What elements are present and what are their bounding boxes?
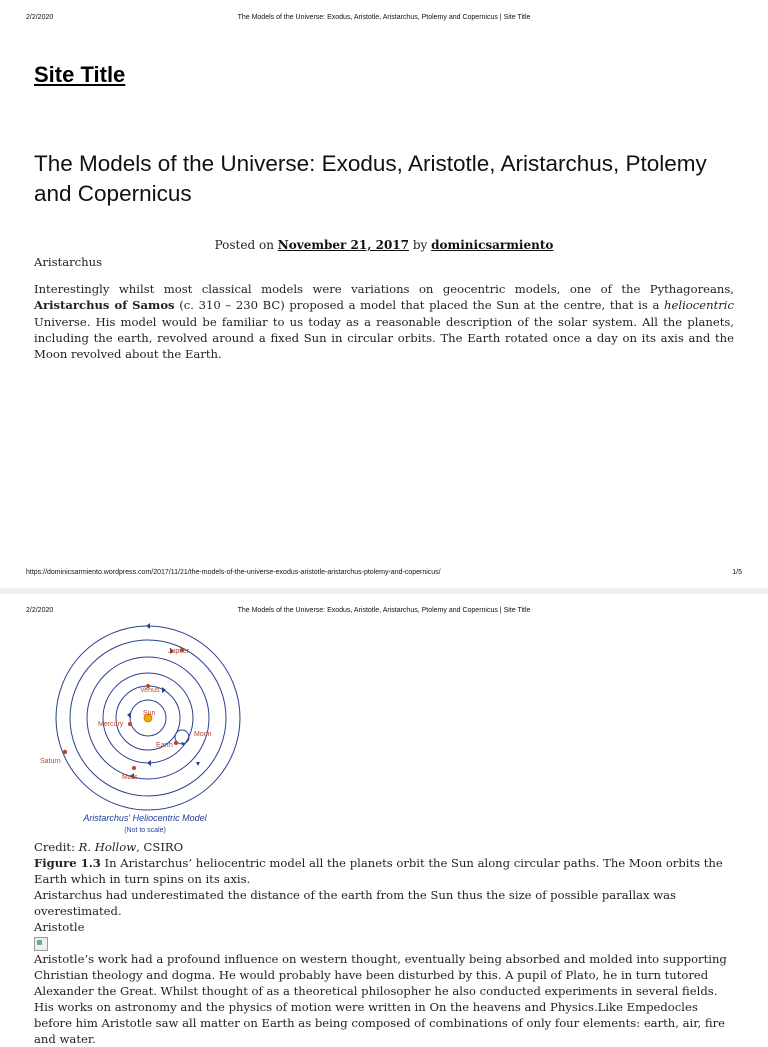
print-title: The Models of the Universe: Exodus, Aristotle, Aristarchus, Ptolemy and Copernicus | Site Title (237, 607, 531, 614)
label-mercury: Mercury (98, 721, 124, 728)
post-title: The Models of the Universe: Exodus, Aristotle, Aristarchus, Ptolemy and Copernicus (34, 151, 707, 206)
label-jupiter: Jupiter (168, 648, 190, 655)
page2-body (34, 839, 738, 1047)
paragraph-parallax: Aristarchus had underestimated the distance of the earth from the Sun thus the size of possible parallax was overestimated. (34, 888, 676, 918)
diagram-caption-note: (Not to scale) (124, 827, 166, 834)
figure-caption: Figure 1.3 In Aristarchus’ heliocentric model all the planets orbit the Sun along circular paths. The Moon orbits the Earth which in turn spins on its axis. (34, 856, 723, 886)
print-url: https://dominicsarmiento.wordpress.com/2017/11/21/the-models-of-the-universe-exodus-aristotle-aristarchus-ptolemy-and-copernicus/ (26, 569, 441, 576)
paragraph-aristotle: Aristotle’s work had a profound influence on western thought, eventually being absorbed and molded into supporting Christian theology and dogma. He would probably have been disturbed by this. A pupil of Plato, he in turn tutored Alexander the Great. Whilst thought of as a theoretical philosopher he also conducted experiments in several fields. His works on astronomy and the physics of motion were written in On the heavens and Physics.Like Empedocles before him Aristotle saw all matter on Earth as being composed of combinations of only four elements: earth, air, fire and water. (34, 952, 727, 1046)
post-date-link[interactable]: November 21, 2017 (277, 238, 410, 252)
print-date: 2/2/2020 (26, 607, 54, 614)
label-earth: Earth (156, 742, 173, 749)
print-title: The Models of the Universe: Exodus, Aristotle, Aristarchus, Ptolemy and Copernicus | Site Title (237, 14, 531, 21)
page-number: 1/5 (732, 569, 742, 576)
paragraph-aristarchus: Interestingly whilst most classical models were variations on geocentric models, one of the Pythagoreans, Aristarchus of Samos (c. 310 – 230 BC) proposed a model that placed the Sun at the centre, that is a heliocentric Universe. His model would be familiar to us today as a reasonable description of the solar system. All the planets, including the earth, revolved around a fixed Sun in circular orbits. The Earth rotated once a day on its axis and the Moon revolved about the Earth. (34, 282, 734, 362)
post-meta: Posted on November 21, 2017 by dominicsarmiento (214, 238, 554, 252)
label-sun: Sun (143, 710, 156, 717)
section-heading-aristarchus: Aristarchus (34, 255, 103, 269)
site-title-link[interactable]: Site Title (34, 62, 126, 87)
print-date: 2/2/2020 (26, 14, 54, 21)
label-mars: Mars (122, 774, 138, 781)
image-credit: Credit: R. Hollow, CSIRO (34, 840, 184, 854)
diagram-caption: Aristarchus' Heliocentric Model (83, 813, 207, 823)
heliocentric-model-diagram (30, 618, 260, 843)
broken-image (34, 935, 738, 951)
label-moon: Moon (194, 731, 212, 738)
section-heading-aristotle: Aristotle (34, 920, 85, 934)
label-saturn: Saturn (40, 758, 61, 765)
author-link[interactable]: dominicsarmiento (431, 238, 554, 252)
page-separator (0, 588, 768, 594)
broken-image-icon (34, 937, 48, 951)
label-venus: Venus (140, 687, 160, 694)
